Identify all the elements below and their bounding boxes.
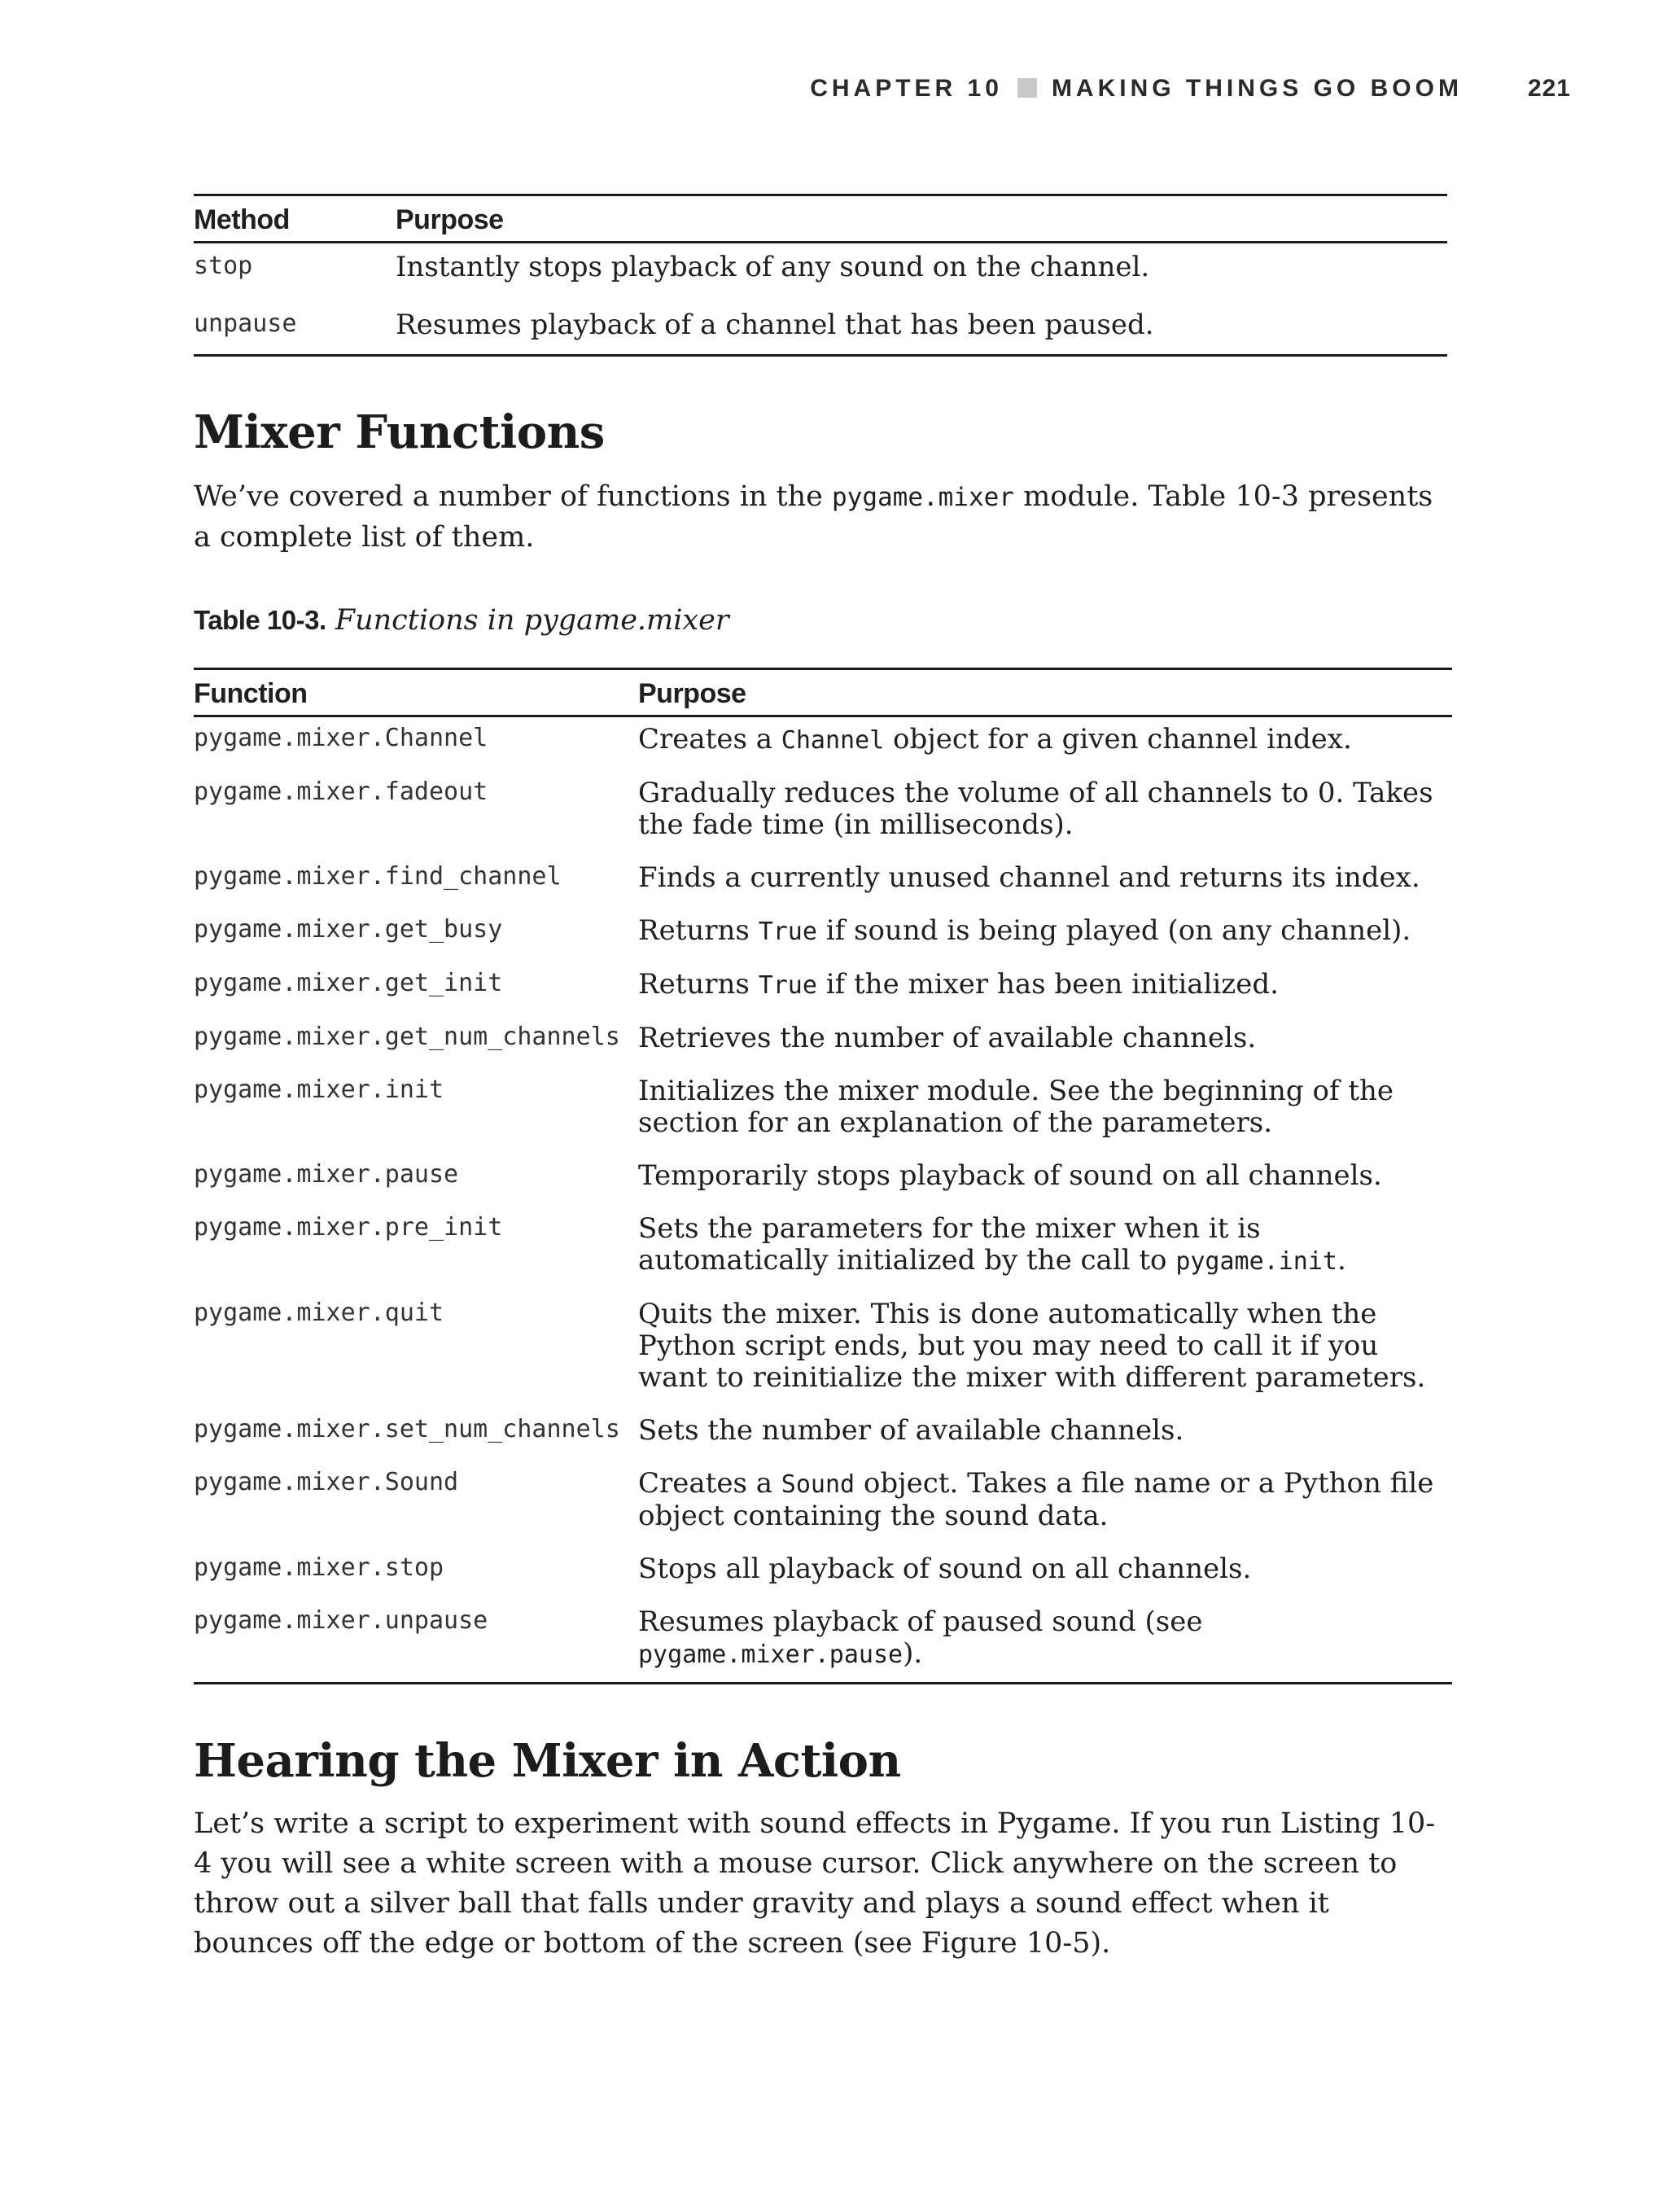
purpose-text: Retrieves the number of available channels. bbox=[638, 1022, 1257, 1054]
purpose-text: object for a given channel index. bbox=[884, 723, 1352, 756]
table-row bbox=[194, 243, 1447, 302]
purpose-text: object. Takes a file name or a Python file object containing the sound data. bbox=[638, 1467, 1434, 1532]
table-row bbox=[194, 1154, 1452, 1207]
table-row bbox=[194, 716, 1452, 772]
function-name: pygame.mixer.get_init bbox=[194, 969, 503, 997]
table-row bbox=[194, 856, 1452, 909]
function-name: pygame.mixer.pre_init bbox=[194, 1213, 503, 1242]
column-header-method: Method bbox=[194, 195, 396, 243]
mixer-functions-table bbox=[194, 668, 1452, 1684]
table-row bbox=[194, 1547, 1452, 1600]
page-number: 221 bbox=[1527, 75, 1571, 102]
purpose-text: Finds a currently unused channel and returns its index. bbox=[638, 861, 1420, 894]
function-name: pygame.mixer.Channel bbox=[194, 724, 488, 752]
section-heading-hearing-mixer: Hearing the Mixer in Action bbox=[194, 1734, 901, 1788]
table-caption-label: Table 10-3. bbox=[194, 605, 326, 635]
column-header-purpose: Purpose bbox=[396, 195, 1447, 243]
function-purpose bbox=[638, 1016, 1452, 1069]
method-purpose: Instantly stops playback of any sound on the channel. bbox=[396, 251, 1150, 283]
function-purpose bbox=[638, 856, 1452, 909]
table-caption-title: Functions in pygame.mixer bbox=[335, 604, 729, 637]
purpose-text: Creates a bbox=[638, 723, 781, 756]
hearing-mixer-paragraph: Let’s write a script to experiment with sound effects in Pygame. If you run Listing 10-4 you will see a white screen with a mouse cursor. Click anywhere on the screen to throw out a silver ball that falls under gravity and plays a sound effect when it bounces off the edge or bottom of the screen (see Figure 10-5). bbox=[194, 1807, 1436, 1960]
table-caption bbox=[194, 604, 729, 637]
function-name: pygame.mixer.set_num_channels bbox=[194, 1415, 620, 1443]
purpose-text: Creates a bbox=[638, 1467, 781, 1500]
mixer-functions-paragraph bbox=[194, 477, 1451, 558]
function-purpose bbox=[638, 962, 1452, 1016]
table-row bbox=[194, 1292, 1452, 1408]
purpose-text: Returns bbox=[638, 914, 759, 947]
inline-code: pygame.mixer.pause bbox=[638, 1640, 904, 1669]
inline-code: True bbox=[758, 918, 817, 946]
purpose-text: Stops all playback of sound on all channels. bbox=[638, 1553, 1252, 1585]
table-row bbox=[194, 301, 1447, 356]
purpose-text: Quits the mixer. This is done automatically when the Python script ends, but you may need to call it if you want to reinitialize the mixer with different parameters. bbox=[638, 1298, 1426, 1394]
table-row bbox=[194, 771, 1452, 856]
function-name: pygame.mixer.unpause bbox=[194, 1600, 638, 1684]
method-purpose: Resumes playback of a channel that has been paused. bbox=[396, 301, 1447, 356]
function-name: pygame.mixer.init bbox=[194, 1075, 444, 1104]
purpose-text: Temporarily stops playback of sound on all channels. bbox=[638, 1159, 1382, 1192]
column-header-function: Function bbox=[194, 669, 638, 716]
function-purpose bbox=[638, 1461, 1452, 1547]
table-row bbox=[194, 1600, 1452, 1684]
purpose-text: Resumes playback of paused sound (see bbox=[638, 1605, 1203, 1638]
purpose-text: ). bbox=[903, 1637, 923, 1670]
channel-methods-table bbox=[194, 194, 1447, 357]
functions-table-body bbox=[194, 716, 1452, 1684]
purpose-text: . bbox=[1337, 1244, 1346, 1277]
running-header bbox=[0, 75, 1571, 107]
inline-code: pygame.mixer bbox=[832, 483, 1014, 512]
section-heading-mixer-functions: Mixer Functions bbox=[194, 405, 605, 459]
purpose-text: Sets the number of available channels. bbox=[638, 1414, 1184, 1447]
function-purpose bbox=[638, 771, 1452, 856]
function-name: pygame.mixer.find_channel bbox=[194, 862, 562, 891]
paragraph-text: module. Table 10-3 presents a complete list of them. bbox=[194, 480, 1433, 554]
purpose-text: Gradually reduces the volume of all channels to 0. Takes the fade time (in milliseconds). bbox=[638, 777, 1433, 841]
table-row bbox=[194, 962, 1452, 1016]
method-name: stop bbox=[194, 252, 253, 280]
function-purpose bbox=[638, 1069, 1452, 1154]
inline-code: Channel bbox=[781, 726, 885, 755]
function-purpose bbox=[638, 1547, 1452, 1600]
table-row bbox=[194, 1461, 1452, 1547]
function-purpose bbox=[638, 716, 1452, 772]
function-purpose bbox=[638, 909, 1452, 962]
table-row bbox=[194, 909, 1452, 962]
column-header-purpose: Purpose bbox=[638, 669, 1452, 716]
function-purpose bbox=[638, 1154, 1452, 1207]
function-name: pygame.mixer.fadeout bbox=[194, 777, 488, 806]
purpose-text: Returns bbox=[638, 968, 759, 1001]
function-purpose bbox=[638, 1408, 1452, 1461]
purpose-text: if sound is being played (on any channel). bbox=[816, 914, 1411, 947]
function-purpose bbox=[638, 1292, 1452, 1408]
function-name: pygame.mixer.get_num_channels bbox=[194, 1023, 620, 1051]
table-row bbox=[194, 1016, 1452, 1069]
function-name: pygame.mixer.pause bbox=[194, 1160, 459, 1189]
table-row bbox=[194, 1408, 1452, 1461]
chapter-title: MAKING THINGS GO BOOM bbox=[1051, 75, 1463, 102]
table-row bbox=[194, 1069, 1452, 1154]
inline-code: True bbox=[758, 971, 817, 1000]
purpose-text: if the mixer has been initialized. bbox=[816, 968, 1279, 1001]
function-name: pygame.mixer.Sound bbox=[194, 1468, 459, 1496]
inline-code: Sound bbox=[781, 1470, 855, 1499]
method-name: unpause bbox=[194, 301, 396, 356]
purpose-text: Sets the parameters for the mixer when it is automatically initialized by the call to bbox=[638, 1212, 1261, 1277]
function-name: pygame.mixer.stop bbox=[194, 1553, 444, 1582]
header-separator-square bbox=[1017, 78, 1037, 98]
table-row bbox=[194, 1207, 1452, 1292]
function-purpose bbox=[638, 1600, 1452, 1684]
chapter-label: CHAPTER 10 bbox=[810, 75, 1003, 102]
purpose-text: Initializes the mixer module. See the beginning of the section for an explanation of the parameters. bbox=[638, 1075, 1394, 1139]
function-purpose bbox=[638, 1207, 1452, 1292]
inline-code: pygame.init bbox=[1175, 1247, 1337, 1276]
function-name: pygame.mixer.get_busy bbox=[194, 915, 503, 944]
function-name: pygame.mixer.quit bbox=[194, 1299, 444, 1327]
paragraph-text: We’ve covered a number of functions in the bbox=[194, 480, 832, 513]
